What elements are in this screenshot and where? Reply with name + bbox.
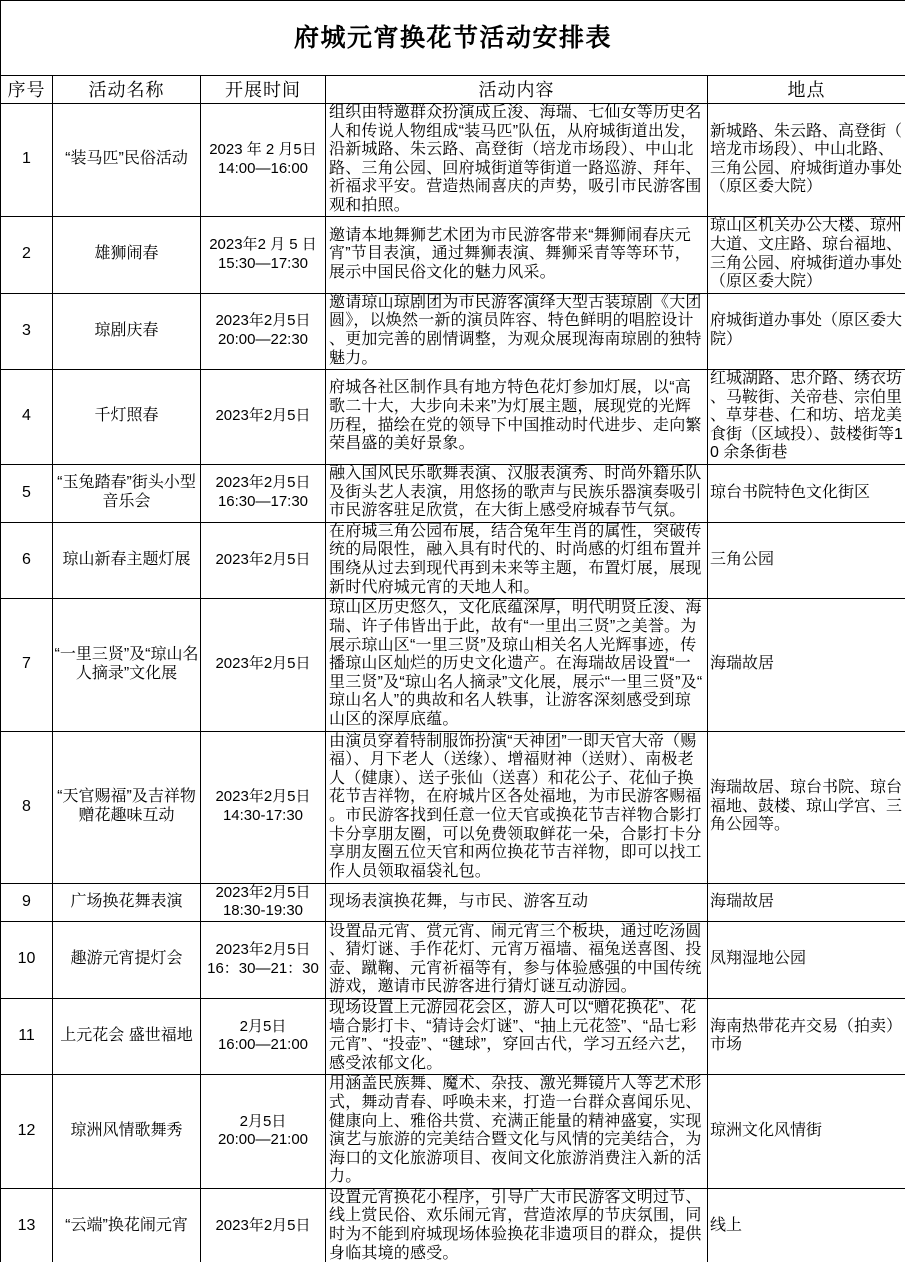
header-activity-name: 活动名称 — [53, 76, 201, 104]
table-row — [1, 369, 905, 464]
event-date: 2023年2月5日 — [215, 312, 311, 330]
header-location: 地点 — [708, 76, 905, 104]
page-title: 府城元宵换花节活动安排表 — [1, 1, 905, 76]
cell-time — [201, 883, 326, 921]
event-hours: 14:30-17:30 — [222, 807, 304, 825]
cell-activity-name: 趣游元宵提灯会 — [53, 921, 201, 998]
cell-activity-name: “天官赐福”及吉祥物赠花趣味互动 — [53, 731, 201, 883]
cell-index: 10 — [1, 921, 53, 998]
cell-time — [201, 522, 326, 598]
header-index: 序号 — [1, 76, 53, 104]
cell-activity-name: 琼山新春主题灯展 — [53, 522, 201, 598]
table-row — [1, 522, 905, 598]
event-date: 2023年2月5日 — [215, 788, 311, 806]
cell-activity-name: 琼剧庆春 — [53, 293, 201, 369]
table-row — [1, 293, 905, 369]
cell-activity-name: 上元花会 盛世福地 — [53, 998, 201, 1074]
cell-content: 现场设置上元游园花会区，游人可以“赠花换花”、花墙合影打卡、“猜诗会灯谜”、“抽上元花签”、“品七彩元宵”、“投壶”、“毽球”，穿回古代，学习五经六艺，感受浓郁文化。 — [326, 998, 708, 1074]
cell-activity-name: “一里三贤”及“琼山名人摘录”文化展 — [53, 598, 201, 731]
cell-time — [201, 464, 326, 522]
event-date: 2023年2月5日 — [215, 550, 311, 568]
cell-index: 2 — [1, 216, 53, 293]
cell-location: 海瑞故居 — [708, 598, 905, 731]
table-row — [1, 1074, 905, 1188]
cell-location: 三角公园 — [708, 522, 905, 598]
cell-index: 9 — [1, 883, 53, 921]
event-hours: 16:00—21:00 — [217, 1036, 309, 1054]
cell-time — [201, 1188, 326, 1262]
cell-location: 凤翔湿地公园 — [708, 921, 905, 998]
cell-index: 6 — [1, 522, 53, 598]
cell-location: 海南热带花卉交易（拍卖）市场 — [708, 998, 905, 1074]
cell-content: 现场表演换花舞，与市民、游客互动 — [326, 883, 708, 921]
event-hours: 16:30—17:30 — [217, 493, 309, 511]
cell-location: 府城街道办事处（原区委大院） — [708, 293, 905, 369]
table-row — [1, 921, 905, 998]
event-hours: 14:00—16:00 — [217, 159, 309, 177]
event-date: 2023年2月5日 — [215, 1216, 311, 1234]
cell-location: 琼山区机关办公大楼、琼州大道、文庄路、琼台福地、三角公园、府城街道办事处（原区委大院） — [708, 216, 905, 293]
cell-time — [201, 998, 326, 1074]
header-time: 开展时间 — [201, 76, 326, 104]
cell-location: 海瑞故居、琼台书院、琼台福地、鼓楼、琼山学宫、三角公园等。 — [708, 731, 905, 883]
table-row — [1, 104, 905, 217]
cell-location: 线上 — [708, 1188, 905, 1262]
event-hours: 20:00—21:00 — [217, 1131, 309, 1149]
table-row — [1, 216, 905, 293]
cell-time — [201, 216, 326, 293]
event-date: 2023年2月5日 — [215, 883, 311, 901]
cell-activity-name: 雄狮闹春 — [53, 216, 201, 293]
cell-content: 组织由特邀群众扮演成丘浚、海瑞、七仙女等历史名人和传说人物组成“装马匹”队伍，从府城街道出发，沿新城路、朱云路、高登街（培龙市场段）、中山北路、三角公园、回府城街道等街道一路巡游、拜年、祈福求平安。营造热闹喜庆的声势，吸引市民游客围观和拍照。 — [326, 104, 708, 217]
table-row — [1, 598, 905, 731]
cell-content: 设置元宵换花小程序，引导广大市民游客文明过节、线上赏民俗、欢乐闹元宵，营造浓厚的节庆氛围，同时为不能到府城现场体验换花非遗项目的群众，提供身临其境的感受。 — [326, 1188, 708, 1262]
cell-time — [201, 104, 326, 217]
cell-index: 11 — [1, 998, 53, 1074]
cell-activity-name: “装马匹”民俗活动 — [53, 104, 201, 217]
cell-index: 13 — [1, 1188, 53, 1262]
title-row — [1, 1, 905, 76]
event-date: 2月5日 — [239, 1017, 287, 1035]
cell-location: 新城路、朱云路、高登街（培龙市场段）、中山北路、三角公园、府城街道办事处（原区委大院） — [708, 104, 905, 217]
cell-index: 1 — [1, 104, 53, 217]
cell-time — [201, 369, 326, 464]
table-row — [1, 998, 905, 1074]
cell-index: 8 — [1, 731, 53, 883]
event-hours: 15:30—17:30 — [217, 254, 309, 272]
cell-activity-name: 广场换花舞表演 — [53, 883, 201, 921]
cell-activity-name: “云端”换花闹元宵 — [53, 1188, 201, 1262]
cell-content: 融入国风民乐歌舞表演、汉服表演秀、时尚外籍乐队及街头艺人表演，用悠扬的歌声与民族乐器演奏吸引市民游客驻足欣赏，在大街上感受府城春节气氛。 — [326, 464, 708, 522]
cell-content: 设置品元宵、赏元宵、闹元宵三个板块，通过吃汤圆、猜灯谜、手作花灯、元宵万福墙、福兔送喜图、投壶、蹴鞠、元宵祈福等有，参与体验感强的中国传统游戏，邀请市民游客进行猜灯谜互动游园。 — [326, 921, 708, 998]
cell-time — [201, 1074, 326, 1188]
cell-index: 12 — [1, 1074, 53, 1188]
event-hours: 18:30-19:30 — [222, 902, 304, 920]
cell-activity-name: “玉兔踏春”街头小型音乐会 — [53, 464, 201, 522]
table-head — [1, 1, 905, 104]
cell-content: 在府城三角公园布展，结合兔年生肖的属性，突破传统的局限性，融入具有时代的、时尚感的灯组布置并围绕从过去到现代再到未来等主题，布置灯展，展现新时代府城元宵的天地人和。 — [326, 522, 708, 598]
header-content: 活动内容 — [326, 76, 708, 104]
table-row — [1, 1188, 905, 1262]
table-row — [1, 464, 905, 522]
cell-content: 府城各社区制作具有地方特色花灯参加灯展，以“高歌二十大，大步向未来”为灯展主题，展现党的光辉历程，描绘在党的领导下中国推动时代进步、走向繁荣昌盛的美好景象。 — [326, 369, 708, 464]
event-date: 2023年2月5日 — [215, 407, 311, 425]
cell-activity-name: 千灯照春 — [53, 369, 201, 464]
event-date: 2023 年 2 月5日 — [209, 141, 317, 159]
cell-content: 邀请琼山琼剧团为市民游客演绎大型古装琼剧《大团圆》，以焕然一新的演员阵容、特色鲜明的唱腔设计、更加完善的剧情调整，为观众展现海南琼剧的独特魅力。 — [326, 293, 708, 369]
cell-location: 红城湖路、忠介路、绣衣坊、马鞍街、关帝巷、宗伯里、草芽巷、仁和坊、培龙美食街（区域投）、鼓楼街等10 余条街巷 — [708, 369, 905, 464]
header-row — [1, 76, 905, 104]
cell-content: 用涵盖民族舞、魔术、杂技、激光舞镜片人等艺术形式，舞动青春、呼唤未来，打造一台群众喜闻乐见、健康向上、雅俗共赏、充满正能量的精神盛宴，实现演艺与旅游的完美结合暨文化与风情的完美结合，为海口的文化旅游项目、夜间文化旅游消费注入新的活力。 — [326, 1074, 708, 1188]
event-hours: 16：30—21：30 — [207, 959, 319, 977]
event-date: 2月5日 — [239, 1112, 287, 1130]
event-date: 2023年2月5日 — [215, 655, 311, 673]
table-row — [1, 731, 905, 883]
cell-content: 邀请本地舞狮艺术团为市民游客带来“舞狮闹春庆元宵”节目表演，通过舞狮表演、舞狮采青等等环节，展示中国民俗文化的魅力风采。 — [326, 216, 708, 293]
cell-time — [201, 731, 326, 883]
event-date: 2023年2月5日 — [215, 941, 311, 959]
event-date: 2023年2月5日 — [215, 474, 311, 492]
cell-location: 海瑞故居 — [708, 883, 905, 921]
table-row — [1, 883, 905, 921]
event-hours: 20:00—22:30 — [217, 331, 309, 349]
cell-index: 7 — [1, 598, 53, 731]
event-date: 2023年2 月 5 日 — [209, 235, 317, 253]
cell-location: 琼洲文化风情街 — [708, 1074, 905, 1188]
cell-activity-name: 琼洲风情歌舞秀 — [53, 1074, 201, 1188]
cell-content: 琼山区历史悠久，文化底蕴深厚，明代明贤丘浚、海瑞、许子伟皆出于此，故有“一里出三贤”之美誉。为展示琼山区“一里三贤”及琼山相关名人光辉事迹，传播琼山区灿烂的历史文化遗产。在海瑞故居设置“一里三贤”及“琼山名人摘录”文化展，展示“一里三贤”及“琼山名人”的典故和名人轶事，让游客深刻感受到琼山区的深厚底蕴。 — [326, 598, 708, 731]
cell-location: 琼台书院特色文化街区 — [708, 464, 905, 522]
cell-time — [201, 293, 326, 369]
cell-index: 4 — [1, 369, 53, 464]
table-body — [1, 104, 905, 1262]
cell-index: 3 — [1, 293, 53, 369]
cell-time — [201, 921, 326, 998]
cell-time — [201, 598, 326, 731]
cell-index: 5 — [1, 464, 53, 522]
cell-content: 由演员穿着特制服饰扮演“天神团”一即天官大帝（赐福）、月下老人（送缘）、增福财神（送财）、南极老人（健康）、送子张仙（送喜）和花公子、花仙子换花节吉祥物，在府城片区各处福地，为市民游客赐福。市民游客找到任意一位天官或换花节吉祥物合影打卡分享朋友圈，可以免费领取鲜花一朵，合影打卡分享朋友圈五位天官和两位换花节吉祥物，即可以找工作人员领取福袋礼包。 — [326, 731, 708, 883]
